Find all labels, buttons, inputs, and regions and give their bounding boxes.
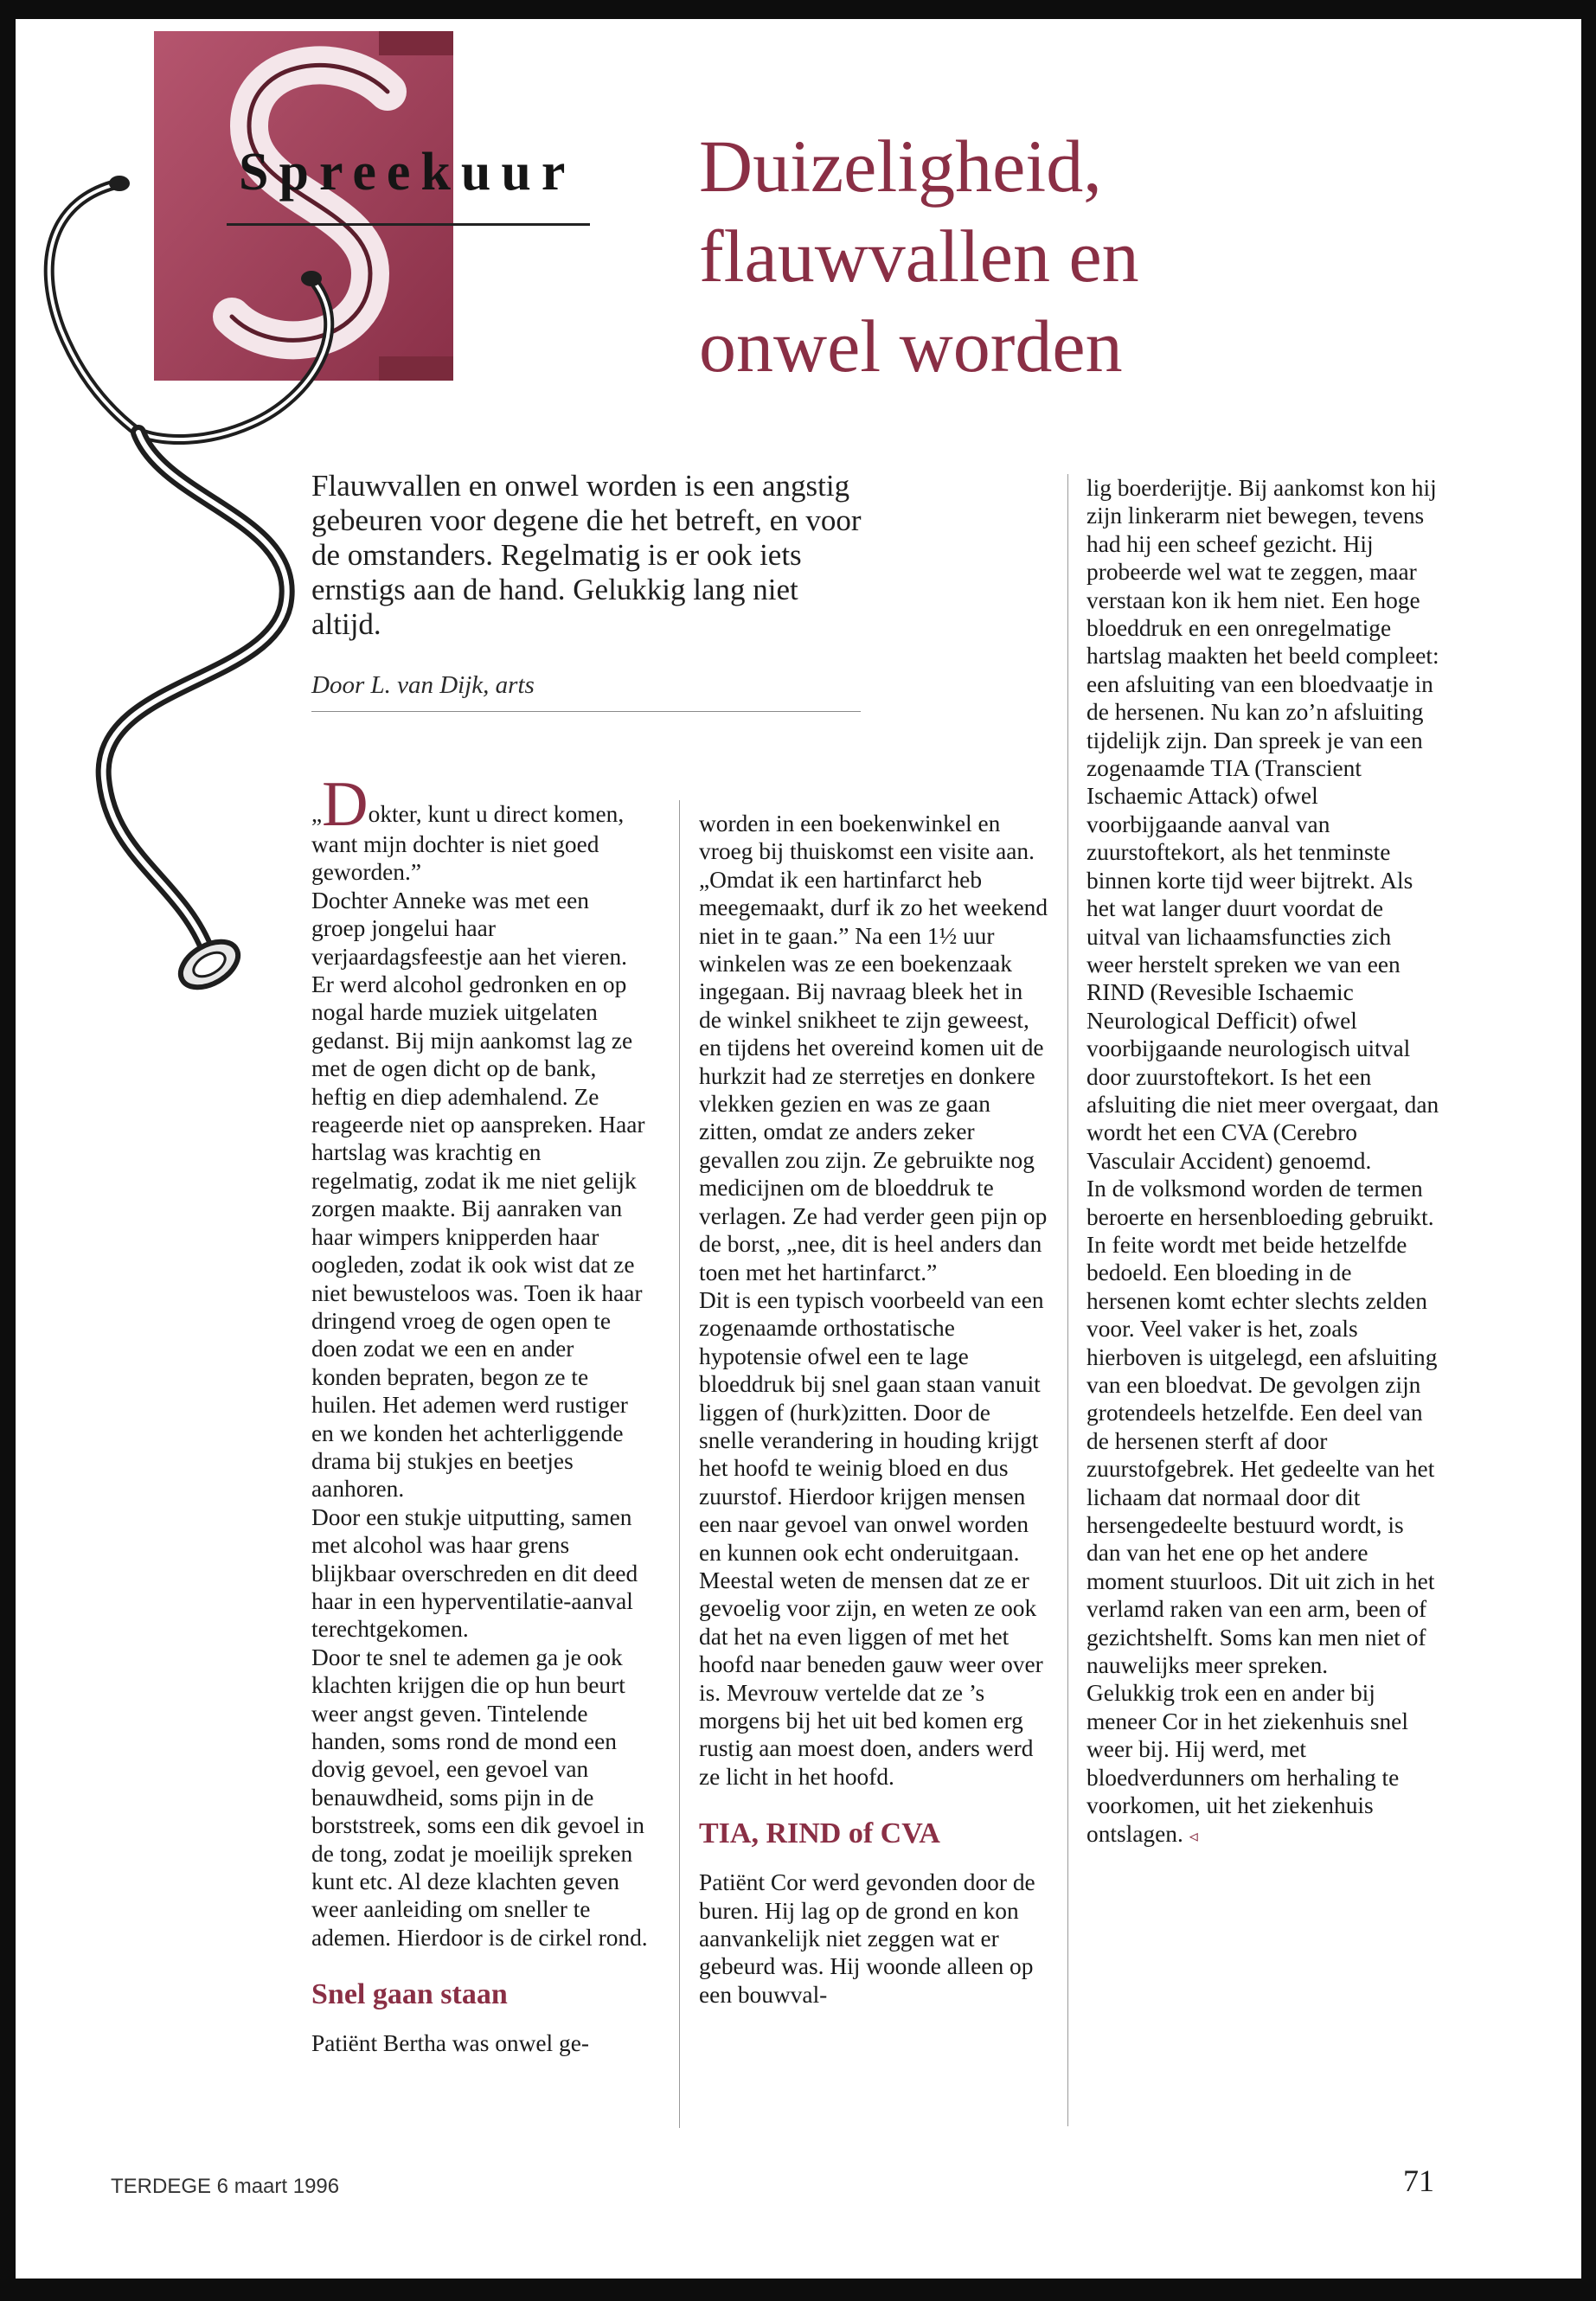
paragraph: worden in een boekenwinkel en vroeg bij thuiskomst een visite aan. „Omdat ik een hartinfarct heb meegemaakt, durf ik zo het weekend niet in te gaan.” Na een 1½ uur winkelen was ze een boekenzaak ingegaan. Bij navraag bleek het in de winkel snikheet te zijn geweest, en tijdens het overeind komen uit de hurkzit had ze sterretjes en donkere vlekken gezien en was ze gaan zitten, omdat ze anders zeker gevallen zou zijn. Ze gebruikte nog medicijnen om de bloeddruk te verlagen. Ze had verder geen pijn op de borst, „nee, dit is heel anders dan toen met het hartinfarct.” bbox=[699, 811, 1048, 1285]
paragraph: Door te snel te ademen ga je ook klachten krijgen die op hun beurt weer angst geven. Tintelende handen, soms rond de mond een dovig gevoel, een gevoel van benauwdheid, soms pijn in de borststreek, soms een dik gevoel in de tong, zodat je moeilijk spreken kunt etc. Al deze klachten geven weer aanleiding om sneller te ademen. Hierdoor is de cirkel rond. bbox=[311, 1644, 648, 1951]
scan-border-right bbox=[1581, 0, 1596, 2301]
article-lead: Flauwvallen en onwel worden is een angstig gebeuren voor degene die het betreft, en voor de omstanders. Regelmatig is er ook iets ernstigs aan de hand. Gelukkig lang niet altijd. bbox=[311, 469, 862, 641]
opening-quote: „ bbox=[311, 801, 323, 827]
article-column-1 bbox=[311, 769, 649, 2058]
subheading-snel-gaan-staan: Snel gaan staan bbox=[311, 1978, 508, 2011]
paragraph-text: Gelukkig trok een en ander bij meneer Cor in het ziekenhuis snel weer bij. Hij werd, met bloedverdunners om herhaling te voorkomen, uit het ziekenhuis ontslagen. bbox=[1086, 1680, 1408, 1847]
paragraph: Door een stukje uitputting, samen met alcohol was haar grens blijkbaar overschreden en dit deed haar in een hyperventilatie-aanval terechtgekomen. bbox=[311, 1503, 638, 1643]
drop-cap: D bbox=[322, 769, 369, 840]
paragraph: Dit is een typisch voorbeeld van een zogenaamde orthostatische hypotensie ofwel een te lage bloeddruk bij snel gaan staan vanuit liggen of (hurk)zitten. Door de snelle verandering in houding krijgt het hoofd te weinig bloed en dus zuurstof. Hierdoor krijgen mensen een naar gevoel van onwel worden en kunnen ook echt onderuitgaan. Meestal weten de mensen dat ze er gevoelig voor zijn, en weten ze ook dat het na even liggen of met het hoofd naar beneden gauw weer over is. Mevrouw vertelde dat ze ’s morgens bij het uit bed komen erg rustig aan moest doen, anders werd ze licht in het hoofd. bbox=[699, 1286, 1044, 1790]
scan-border-bottom bbox=[0, 2279, 1596, 2301]
paragraph: Patiënt Bertha was onwel ge- bbox=[311, 2030, 589, 2057]
paragraph: In de volksmond worden de termen beroerte en hersenbloeding gebruikt. In feite wordt met beide hetzelfde bedoeld. Een bloeding in de hersenen komt echter slechts zelden voor. Veel vaker is het, zoals hierboven is uitgelegd, een afsluiting van een bloedvat. De gevolgen zijn grotendeels hetzelfde. Een deel van de hersenen sterft af door zuurstofgebrek. Het gedeelte van het lichaam dat normaal door dit hersengedeelte bestuurd wordt, is dan van het ene op het andere moment stuurloos. Dit uit zich in het verlamd raken van een arm, been of gezichtshelft. Soms kan men niet of nauwelijks meer spreken. bbox=[1086, 1176, 1438, 1679]
paragraph-text: okter, kunt u direct komen, want mijn dochter is niet goed geworden.” bbox=[311, 801, 625, 886]
column-rule bbox=[679, 800, 680, 2128]
article-column-3 bbox=[1086, 474, 1441, 1850]
byline-rule bbox=[311, 711, 861, 712]
paragraph: Patiënt Cor werd gevonden door de buren. Hij lag op de grond en kon aanvankelijk niet zeggen wat er gebeurd was. Hij woonde alleen op een bouwval- bbox=[699, 1869, 1035, 2008]
closing-paragraph bbox=[1086, 1679, 1441, 1849]
paragraph: Dochter Anneke was met een groep jongelui haar verjaardagsfeestje aan het vieren. Er werd alcohol gedronken en op nogal harde muziek uitgelaten gedanst. Bij mijn aankomst lag ze met de ogen dicht op de bank, heftig en diep ademhalend. Ze reageerde niet op aanspreken. Haar hartslag was krachtig en regelmatig, zodat ik me niet gelijk zorgen maakte. Bij aanraken van haar wimpers knipperden haar oogleden, zodat ik ook wist dat ze niet bewusteloos was. Toen ik haar dringend vroeg de ogen open te doen zodat we een en ander konden bepraten, begon ze te huilen. Het ademen werd rustiger en we konden het achterliggende drama bij stukjes en beetjes aanhoren. bbox=[311, 887, 645, 1503]
paragraph: lig boerderijtje. Bij aankomst kon hij zijn linkerarm niet bewegen, tevens had hij een scheef gezicht. Hij probeerde wel wat te zeggen, maar verstaan kon ik hem niet. Een hoge bloeddruk en een onregelmatige hartslag maakten het beeld compleet: een afsluiting van een bloedvaatje in de hersenen. Nu kan zo’n afsluiting tijdelijk zijn. Dan spreek je van een zogenaamde TIA (Transcient Ischaemic Attack) ofwel voorbijgaande aanval van zuurstoftekort, als het tenminste binnen korte tijd weer bijtrekt. Als het wat langer duurt voordat de uitval van lichaamsfuncties zich weer herstelt spreken we van een RIND (Revesible Ischaemic Neurological Defficit) ofwel voorbijgaande neurologisch uitval door zuurstoftekort. Is het een afsluiting die niet meer overgaat, dan wordt het een CVA (Cerebro Vasculair Accident) genoemd. bbox=[1086, 475, 1439, 1174]
column-rule bbox=[1067, 474, 1068, 2126]
section-label: Spreekuur bbox=[239, 143, 576, 202]
scan-border-left bbox=[0, 0, 16, 2301]
opening-paragraph bbox=[311, 769, 649, 887]
subheading-tia-rind-cva: TIA, RIND of CVA bbox=[699, 1817, 940, 1850]
publication-footer: TERDEGE 6 maart 1996 bbox=[111, 2175, 340, 2198]
article-column-2 bbox=[699, 810, 1049, 2009]
byline: Door L. van Dijk, arts bbox=[311, 671, 535, 699]
scan-border-top bbox=[0, 0, 1596, 19]
page-number: 71 bbox=[1403, 2163, 1434, 2198]
article-title: Duizeligheid, flauwvallen en onwel worden bbox=[699, 125, 1139, 388]
end-mark-icon: ◃ bbox=[1189, 1826, 1198, 1846]
